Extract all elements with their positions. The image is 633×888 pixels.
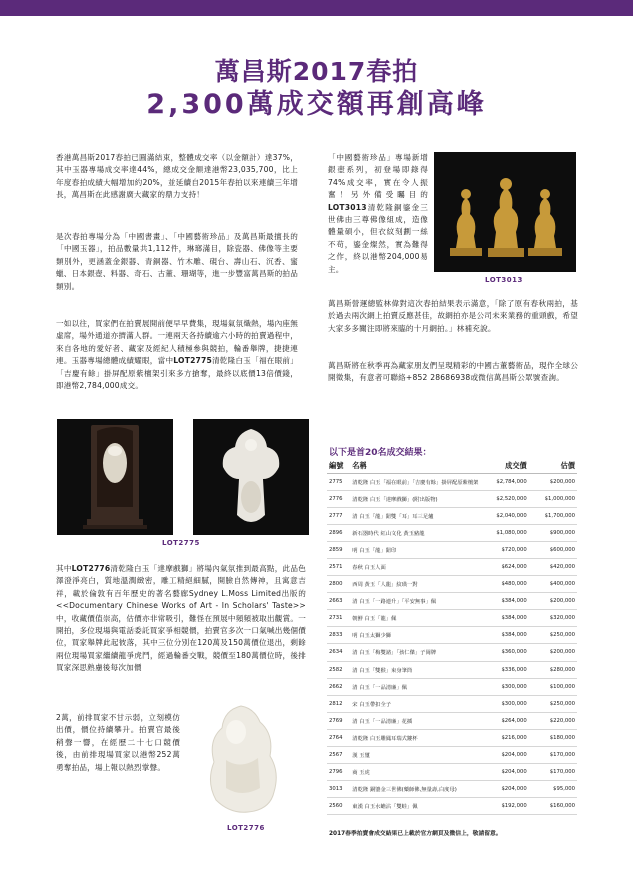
hammer-price: $336,000 — [480, 661, 528, 678]
table-row — [327, 491, 577, 508]
lot3013-photo — [434, 152, 576, 272]
estimate: $95,000 — [529, 780, 577, 797]
lot-number: 2571 — [327, 559, 350, 576]
header-name: 名稱 — [350, 459, 480, 474]
hammer-price: $216,000 — [480, 729, 528, 746]
hammer-price: $300,000 — [480, 678, 528, 695]
lot-number: 2800 — [327, 576, 350, 593]
hammer-price: $204,000 — [480, 763, 528, 780]
lot3013-text-b: 清乾隆銅鎏金三世佛由三尊佛像組成，造像體量碩小，但衣紋刻劃一絲不苟，鎏金燦然，實為難得之作，終以港幣204,000易主。 — [328, 202, 428, 274]
table-row — [327, 746, 577, 763]
lot-name: 清乾隆 白玉「達摩戲獅」(附出版物) — [350, 491, 480, 508]
lot-number: 2567 — [327, 746, 350, 763]
lot-name: 商 玉虎 — [350, 763, 480, 780]
caption-lot2776: LOT2776 — [227, 824, 265, 832]
hammer-price: $384,000 — [480, 627, 528, 644]
hammer-price: $192,000 — [480, 797, 528, 814]
categories-paragraph: 是次春拍專場分為「中國書畫」、「中國藝術珍品」及萬昌斯最擅長的「中國玉器」，拍品數量共1,112件，琳瑯滿目，除瓷器、佛像等主要類別外，更涵蓋金銀器、青銅器、竹木雕、硯台、壽山石、沉香、蜜蠟、日本銀壺、料器、奇石、古董、珊瑚等，進一步豐富萬昌斯的拍品類別。 — [56, 232, 298, 291]
lot-reference: LOT2776 — [71, 564, 111, 573]
lot-name: 清乾隆 白玉雕鳳耳瑞式鏤杯 — [350, 729, 480, 746]
director-quote-paragraph: 萬昌斯營運總監林偉對這次春拍結果表示滿意，「除了原有春秋兩拍，基於過去兩次網上拍賣反應甚佳，故網拍亦是公司未來業務的重頭戲，希望大家多多關注即將來臨的十月網拍。」林補充說。 — [328, 299, 578, 333]
lot3013-paragraph — [328, 152, 428, 276]
table-row — [327, 695, 577, 712]
table-row — [327, 474, 577, 491]
lot-name: 清 白玉「一品清廉」佩 — [350, 678, 480, 695]
lot-name: 漢 玉璽 — [350, 746, 480, 763]
hammer-price: $384,000 — [480, 610, 528, 627]
results-title: 以下是首20名成交結果： — [329, 448, 432, 458]
consignment-paragraph: 萬昌斯將在秋季再為藏家朋友們呈現精彩的中國古董藝術品，現作全球公開徵集，有意者可聯絡+852 28686938或微信萬昌斯公眾號查詢。 — [328, 361, 578, 383]
estimate: $220,000 — [529, 712, 577, 729]
lot-number: 2582 — [327, 661, 350, 678]
results-table — [327, 459, 577, 815]
lot-name: 宋 白玉帶扣全子 — [350, 695, 480, 712]
lot-name: 清 白玉「龍」鈕雙「耳」耳三足爐 — [350, 508, 480, 525]
table-row — [327, 508, 577, 525]
lot-number: 2775 — [327, 474, 350, 491]
header-lot: 編號 — [327, 459, 350, 474]
auction-text-a: 一如以往，買家們在拍賣展開前便早早費集，現場氣氛熾熱，場內座無虛席，場外通道亦擠滿人群。一連兩天各持續逾六小時的拍賣過程中，來自各地的愛好者、藏家及經紀人積極參與競拍，輪番舉牌，捷捷連連。玉器專場總體成績耀眼，當中 — [56, 319, 298, 366]
lot-name: 新石器時代 紅山文化 黃玉豬龍 — [350, 525, 480, 542]
estimate: $1,000,000 — [529, 491, 577, 508]
hammer-price: $384,000 — [480, 593, 528, 610]
estimate: $170,000 — [529, 763, 577, 780]
estimate: $250,000 — [529, 695, 577, 712]
lot2776-paragraph — [56, 563, 306, 675]
estimate: $280,000 — [529, 661, 577, 678]
lot-number: 2663 — [327, 593, 350, 610]
estimate: $200,000 — [529, 644, 577, 661]
results-header-row — [327, 459, 577, 474]
lot2775-screen-photo — [57, 419, 173, 535]
estimate: $170,000 — [529, 746, 577, 763]
lot-number: 2560 — [327, 797, 350, 814]
auction-paragraph — [56, 318, 298, 392]
table-row — [327, 797, 577, 814]
results-body — [327, 474, 577, 815]
estimate: $600,000 — [529, 542, 577, 559]
caption-lot3013: LOT3013 — [485, 276, 523, 284]
lot-name: 明 白玉太獅少獅 — [350, 627, 480, 644]
lot-name: 清 白玉「梅雙諸」「孩仁傑」子岡牌 — [350, 644, 480, 661]
lot-name: 清乾隆 白玉「福在眼前」「吉慶有餘」掛屏配原紫檀架 — [350, 474, 480, 491]
table-row — [327, 729, 577, 746]
hammer-price: $204,000 — [480, 746, 528, 763]
hammer-price: $360,000 — [480, 644, 528, 661]
lot-name: 清 白玉「雙猴」束身筆筒 — [350, 661, 480, 678]
estimate: $900,000 — [529, 525, 577, 542]
table-row — [327, 661, 577, 678]
hammer-price: $2,784,000 — [480, 474, 528, 491]
lot-number: 2769 — [327, 712, 350, 729]
table-row — [327, 644, 577, 661]
top-band — [0, 0, 633, 16]
lot2776-text-b: 清乾隆白玉「達摩戲獅」將場內氣氛推到最高點，此品色澤澄淨亮白，質地溫潤緻密，雕工精絕細膩，開臉自然傳神，且寓意吉祥，載於倫敦有百年歷史的著名藝廊Sydney L.Moss Limited出版的<<Documentary Chinese Works of Art - In Scholars' Taste>>中，收藏價值崇高，估價亦非常吸引，難怪在預展中頻頻被取出觀賞。一開拍，多位現場與電話委託買家爭相競價，拍賣官多次一口氣喊出幾個價位，買家舉牌此起彼落，其中三位分別在120萬及150萬價位退出，剩餘兩位現場買家繼續龍爭虎鬥，經過輪番交戰，競價至180萬價位時，後排買家深思熟慮後每次加價 — [56, 564, 306, 673]
lot-number: 2896 — [327, 525, 350, 542]
table-row — [327, 559, 577, 576]
caption-lot2775: LOT2775 — [162, 539, 200, 547]
lot2776-photo — [186, 700, 296, 818]
lot-number: 2634 — [327, 644, 350, 661]
estimate: $200,000 — [529, 593, 577, 610]
header-price: 成交價 — [480, 459, 528, 474]
intro-paragraph: 香港萬昌斯2017春拍已圓滿結束，整體成交率（以金額計）達37%，其中玉器專場成交率達44%，總成交金額達港幣23,035,700，比上年度春拍成績大幅增加約20%，並延續自2015年春拍以來連續三年增長，萬昌斯在此感謝廣大藏家的鼎力支持！ — [56, 153, 298, 200]
lot2775-carving-photo — [193, 419, 309, 535]
table-row — [327, 576, 577, 593]
lot-number: 2662 — [327, 678, 350, 695]
table-row — [327, 763, 577, 780]
hammer-price: $1,080,000 — [480, 525, 528, 542]
table-row — [327, 610, 577, 627]
hammer-price: $2,040,000 — [480, 508, 528, 525]
lot-number: 2731 — [327, 610, 350, 627]
estimate: $200,000 — [529, 474, 577, 491]
table-row — [327, 525, 577, 542]
lot-number: 2812 — [327, 695, 350, 712]
lot-number: 3013 — [327, 780, 350, 797]
lot-name: 清 白玉「一路連升」「平安無事」佩 — [350, 593, 480, 610]
estimate: $250,000 — [529, 627, 577, 644]
lot3013-text-a: 「中國藝術珍品」專場新增銀壺系列，初登場即錄得74%成交率，實在令人振奮！另外備受矚目的 — [328, 153, 428, 200]
table-row — [327, 678, 577, 695]
lot-reference: LOT3013 — [328, 202, 367, 212]
lot-name: 西周 黃玉「人龍」紋璜一對 — [350, 576, 480, 593]
estimate: $1,700,000 — [529, 508, 577, 525]
hammer-price: $480,000 — [480, 576, 528, 593]
lot-name: 朝鮮 白玉「龍」佩 — [350, 610, 480, 627]
lot-name: 明 白玉「龍」鈕印 — [350, 542, 480, 559]
hammer-price: $2,520,000 — [480, 491, 528, 508]
lot-name: 東漢 白玉水蟾沾「雙蛙」佩 — [350, 797, 480, 814]
hammer-price: $624,000 — [480, 559, 528, 576]
lot-reference: LOT2775 — [173, 356, 213, 366]
lot-name: 清乾隆 銅鎏金三世佛(藥師佛,無量壽,白度母) — [350, 780, 480, 797]
table-row — [327, 780, 577, 797]
hammer-price: $204,000 — [480, 780, 528, 797]
estimate: $160,000 — [529, 797, 577, 814]
lot-number: 2833 — [327, 627, 350, 644]
auction-text-b: 清乾隆白玉「福在眼前」「吉慶有餘」掛屏配原紫檀架引來多方搶奪，最終以底價13倍價錢，即港幣2,784,000成交。 — [56, 356, 299, 391]
lot-number: 2859 — [327, 542, 350, 559]
estimate: $320,000 — [529, 610, 577, 627]
hammer-price: $720,000 — [480, 542, 528, 559]
results-note: 2017春季拍賣會成交結果已上載於官方網頁及微信上，敬請留意。 — [329, 831, 502, 837]
hammer-price: $300,000 — [480, 695, 528, 712]
lot-number: 2764 — [327, 729, 350, 746]
lot-number: 2776 — [327, 491, 350, 508]
page-title: 萬昌斯2017春拍 — [214, 57, 419, 86]
lot-number: 2796 — [327, 763, 350, 780]
page-subtitle: 2,300萬成交額再創高峰 — [146, 89, 487, 120]
estimate: $180,000 — [529, 729, 577, 746]
header-estimate: 估價 — [529, 459, 577, 474]
estimate: $100,000 — [529, 678, 577, 695]
lot2776-paragraph-continued: 2萬，前排買家不甘示弱，立刻模仿出價，價位持續攀升。拍賣官最後稍聲一響，在經歷二十七口競價後，由前排現場買家以港幣252萬勇奪拍品，場上報以熱烈掌聲。 — [56, 713, 180, 772]
estimate: $400,000 — [529, 576, 577, 593]
lot2776-text-a: 其中 — [56, 564, 72, 573]
table-row — [327, 542, 577, 559]
table-row — [327, 712, 577, 729]
lot-number: 2777 — [327, 508, 350, 525]
hammer-price: $264,000 — [480, 712, 528, 729]
lot-name: 春秋 白玉人面 — [350, 559, 480, 576]
table-row — [327, 627, 577, 644]
estimate: $420,000 — [529, 559, 577, 576]
table-row — [327, 593, 577, 610]
lot-name: 清 白玉「一品清廉」花插 — [350, 712, 480, 729]
